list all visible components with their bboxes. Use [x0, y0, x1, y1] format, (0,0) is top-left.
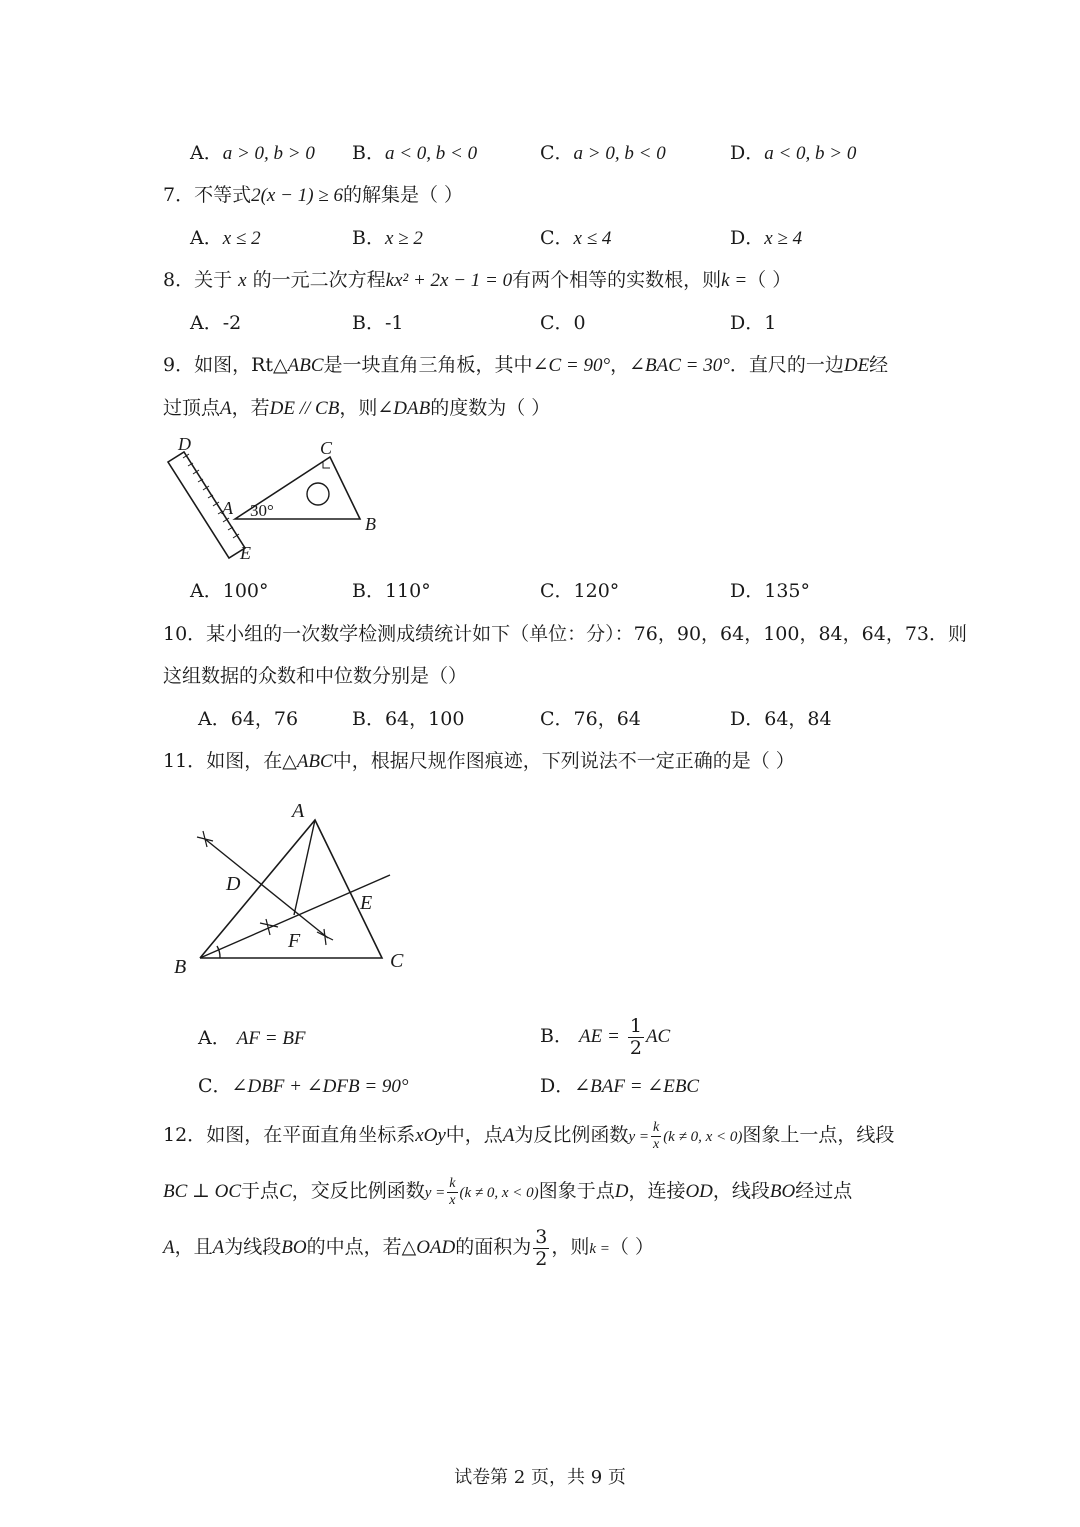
label-f: F: [288, 930, 301, 952]
q9-option-d: D．135°: [730, 580, 810, 602]
q12-stem-line2: BC ⊥ OC于点C，交反比例函数y = $\frac{k}{x}$ (k ≠ 0, x < 0)图象于点D，连接OD，线段BO经过点: [163, 1175, 853, 1208]
q9-option-b: B．110°: [352, 580, 431, 602]
q7-option-d: D．x ≥ 4: [730, 227, 803, 249]
q11-option-c: C．∠DBF + ∠DFB = 90°: [198, 1075, 409, 1097]
label-d: D: [178, 434, 191, 454]
q10-option-a: A．64，76: [198, 708, 299, 730]
fraction: $\frac{1}{2}$: [629, 1014, 642, 1059]
q6-option-a: A．a > 0, b > 0: [190, 142, 315, 164]
q9-option-c: C．120°: [540, 580, 620, 602]
q10-stem-line1: 10．某小组的一次数学检测成绩统计如下（单位：分）：76，90，64，100，84，64，73．则: [163, 623, 968, 645]
q11-option-a: A． AF = BF: [198, 1027, 306, 1049]
q10-option-d: D．64，84: [730, 708, 832, 730]
q6-option-d: D．a < 0, b > 0: [730, 142, 857, 164]
q9-option-a: A．100°: [190, 580, 269, 602]
q8-stem: 8．关于 x 的一元二次方程kx² + 2x − 1 = 0有两个相等的实数根，则k =（ ）: [163, 269, 792, 291]
q11-figure: [160, 795, 430, 985]
label-c: C: [320, 438, 333, 458]
q10-option-c: C．76，64: [540, 708, 641, 730]
q6-option-c: C．a > 0, b < 0: [540, 142, 666, 164]
q12-stem-line3: A，且A为线段BO的中点，若△OAD的面积为 $\frac{3}{2}$ ，则k =（ ）: [163, 1225, 654, 1270]
q10-stem-line2: 这组数据的众数和中位数分别是（）: [163, 665, 468, 687]
q10-option-b: B．64，100: [352, 708, 465, 730]
q7-option-b: B．x ≥ 2: [352, 227, 423, 249]
q9-stem-line1: 9．如图，Rt△ABC是一块直角三角板，其中∠C = 90°，∠BAC = 30°．直尺的一边DE经: [163, 354, 889, 376]
q11-option-d: D．∠BAF = ∠EBC: [540, 1075, 700, 1097]
q6-option-b: B．a < 0, b < 0: [352, 142, 478, 164]
q8-option-b: B．-1: [352, 312, 404, 334]
q9-figure: [160, 430, 400, 570]
q7-option-c: C．x ≤ 4: [540, 227, 612, 249]
label-a: A: [292, 800, 305, 822]
label-d: D: [226, 873, 241, 895]
q8-option-d: D．1: [730, 312, 777, 334]
label-e: E: [360, 892, 373, 914]
angle-label: 30°: [250, 501, 274, 520]
q7-option-a: A．x ≤ 2: [190, 227, 261, 249]
q8-option-a: A．-2: [190, 312, 242, 334]
q8-option-c: C．0: [540, 312, 586, 334]
label-a: A: [222, 498, 233, 518]
label-b: B: [365, 514, 376, 534]
page-footer: 试卷第 2 页，共 9 页: [454, 1467, 626, 1488]
label-e: E: [240, 543, 251, 563]
q9-stem-line2: 过顶点A，若DE // CB，则∠DAB的度数为（ ）: [163, 397, 551, 419]
q11-stem: 11．如图，在△ABC中，根据尺规作图痕迹，下列说法不一定正确的是（ ）: [163, 750, 795, 772]
label-b: B: [174, 956, 187, 978]
ruler: [168, 452, 245, 558]
q11-option-b: B． AE = $\frac{1}{2}$ AC: [540, 1014, 671, 1059]
q7-stem: 7．不等式2(x − 1) ≥ 6的解集是（ ）: [163, 184, 463, 206]
label-c: C: [390, 950, 404, 972]
q12-stem-line1: 12．如图，在平面直角坐标系xOy中，点A为反比例函数y = $\frac{k}{x}$ (k ≠ 0, x < 0)图象上一点，线段: [163, 1119, 895, 1152]
